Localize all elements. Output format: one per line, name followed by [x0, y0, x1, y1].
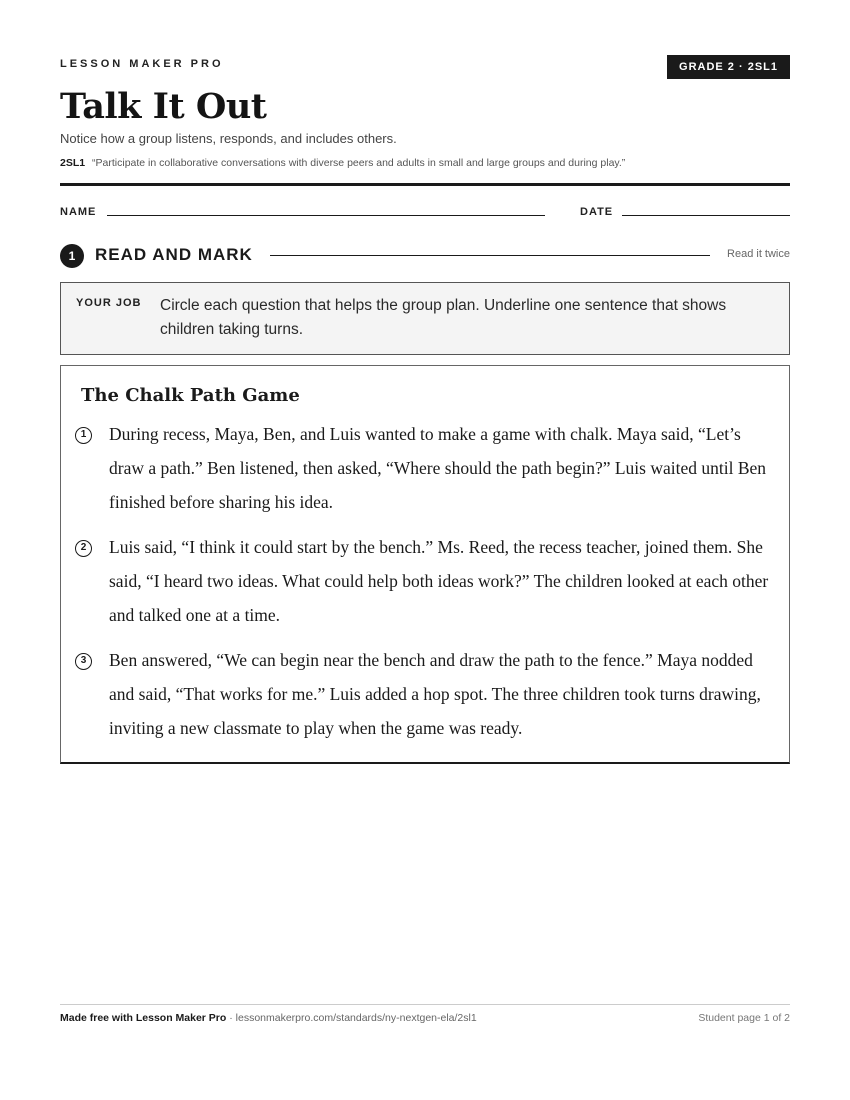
name-label: NAME [60, 206, 97, 218]
passage-title: The Chalk Path Game [81, 385, 300, 406]
reading-passage [60, 365, 790, 764]
standard-text: “Participate in collaborative conversations with diverse peers and adults in small and large groups and during play.” [92, 157, 626, 169]
footer-credit [60, 1012, 477, 1024]
instructions-box [60, 282, 790, 355]
footer-url-link[interactable]: lessonmakerpro.com/standards/ny-nextgen-ela/2sl1 [235, 1012, 477, 1024]
section-hint: Read it twice [727, 248, 790, 260]
section-title: READ AND MARK [95, 245, 253, 264]
date-label: DATE [580, 206, 614, 218]
footer-made-with: Made free with Lesson Maker Pro [60, 1012, 227, 1024]
section-number-badge: 1 [60, 244, 84, 268]
instructions-label: YOUR JOB [76, 297, 142, 309]
footer-page-number: Student page 1 of 2 [698, 1012, 790, 1024]
footer-separator: · [229, 1012, 233, 1024]
paragraph-number-badge: 3 [75, 653, 92, 670]
name-field[interactable] [107, 215, 545, 216]
paragraph-text: During recess, Maya, Ben, and Luis wanted to make a game with chalk. Maya said, “Let’s draw a path.” Ben listened, then asked, “Where should the path begin?” Luis waited until Ben finished before sharing his idea. [109, 424, 767, 512]
page-title: Talk It Out [60, 86, 267, 127]
header-divider [60, 183, 790, 186]
standard-code: 2SL1 [60, 157, 86, 169]
instructions-text: Circle each question that helps the group plan. Underline one sentence that shows children taking turns. [160, 297, 727, 338]
grade-badge: GRADE 2 · 2SL1 [667, 55, 790, 79]
date-field[interactable] [622, 215, 790, 216]
worksheet-page [60, 0, 790, 1100]
paragraph-text: Ben answered, “We can begin near the bench and draw the path to the fence.” Maya nodded and said, “That works for me.” Luis added a hop spot. The three children took turns drawing, inviting a new classmate to play when the game was ready. [109, 650, 761, 738]
paragraph-text: Luis said, “I think it could start by the bench.” Ms. Reed, the recess teacher, joined them. She said, “I heard two ideas. What could help both ideas work?” The children looked at each other and talked one at a time. [109, 537, 769, 625]
brand-name: LESSON MAKER PRO [60, 58, 224, 70]
standard-line [60, 157, 625, 169]
paragraph-number-badge: 1 [75, 427, 92, 444]
page-subtitle: Notice how a group listens, responds, and includes others. [60, 131, 397, 146]
footer-divider [60, 1004, 790, 1005]
paragraph-number-badge: 2 [75, 540, 92, 557]
section-divider [270, 255, 710, 256]
